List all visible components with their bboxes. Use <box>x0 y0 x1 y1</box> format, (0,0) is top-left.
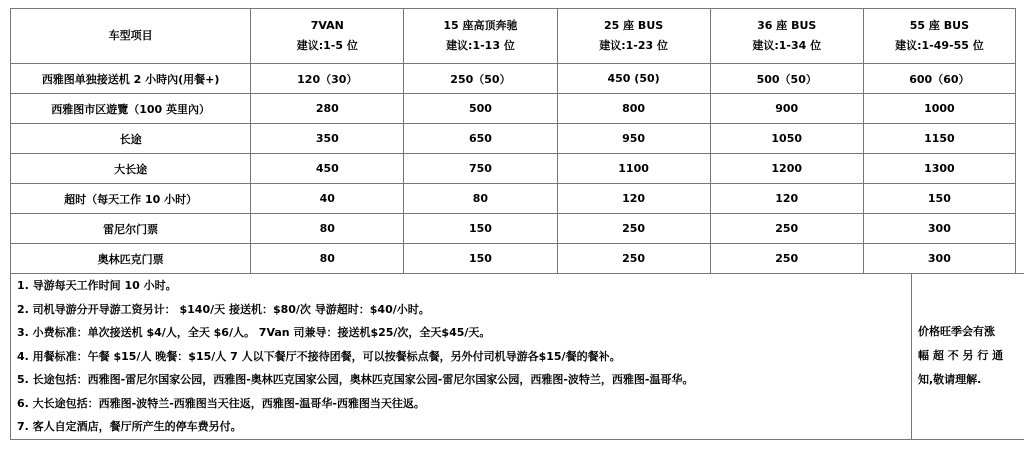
price-cell: 1100 <box>557 154 710 184</box>
table-row <box>11 94 1016 124</box>
row-label: 雷尼尔门票 <box>11 214 251 244</box>
price-cell: 120 <box>710 184 863 214</box>
note-item: 3. 小费标准：单次接送机 $4/人，全天 $6/人。 7Van 司兼导：接送机$25/次，全天$45/天。 <box>17 326 491 339</box>
price-cell: 750 <box>404 154 557 184</box>
table-header-row <box>11 9 1016 64</box>
price-cell: 650 <box>404 124 557 154</box>
table-row <box>11 124 1016 154</box>
price-cell: 500（50） <box>710 64 863 94</box>
price-cell: 300 <box>863 214 1015 244</box>
corner-header: 车型项目 <box>11 9 251 64</box>
note-item: 7. 客人自定酒店，餐厅所产生的停车费另付。 <box>17 420 242 433</box>
note-item: 6. 大长途包括：西雅图-波特兰-西雅图当天往返，西雅图-温哥华-西雅图当天往返。 <box>17 396 425 410</box>
vehicle-capacity: 建议:1-5 位 <box>296 39 358 52</box>
row-label: 奥林匹克门票 <box>11 244 251 274</box>
vehicle-header <box>404 9 557 64</box>
vehicle-capacity: 建议:1-49-55 位 <box>895 39 984 52</box>
notes-table <box>10 273 1024 440</box>
vehicle-name: 15 座高顶奔驰 <box>443 19 518 32</box>
price-cell: 250（50） <box>404 64 557 94</box>
note-item: 2. 司机导游分开导游工资另计： $140/天 接送机：$80/次 导游超时：$40/小时。 <box>17 302 430 316</box>
price-cell: 80 <box>251 244 404 274</box>
price-cell: 80 <box>251 214 404 244</box>
table-row <box>11 184 1016 214</box>
price-cell: 1200 <box>710 154 863 184</box>
row-label: 长途 <box>11 124 251 154</box>
price-cell: 150 <box>404 214 557 244</box>
price-cell: 300 <box>863 244 1015 274</box>
vehicle-header <box>710 9 863 64</box>
note-item: 4. 用餐标准：午餐 $15/人 晚餐：$15/人 7 人以下餐厅不接待团餐，可以按餐标点餐，另外付司机导游各$15/餐的餐补。 <box>17 349 621 363</box>
row-label: 西雅图市区遊覽（100 英里內） <box>11 94 251 124</box>
vehicle-name: 25 座 BUS <box>603 19 664 32</box>
notes-list <box>11 274 912 440</box>
row-label: 大长途 <box>11 154 251 184</box>
table-row <box>11 64 1016 94</box>
price-cell: 250 <box>710 244 863 274</box>
vehicle-header <box>251 9 404 64</box>
price-cell: 1000 <box>863 94 1015 124</box>
price-table <box>10 8 1016 274</box>
vehicle-capacity: 建议:1-13 位 <box>446 39 515 52</box>
price-cell: 800 <box>557 94 710 124</box>
price-cell: 600（60） <box>863 64 1015 94</box>
side-note-line: 知,敬请理解. <box>918 373 982 387</box>
price-cell: 1050 <box>710 124 863 154</box>
table-row <box>11 244 1016 274</box>
vehicle-name: 55 座 BUS <box>909 19 969 32</box>
price-cell: 900 <box>710 94 863 124</box>
price-cell: 950 <box>557 124 710 154</box>
vehicle-header <box>863 9 1015 64</box>
note-item: 5. 长途包括：西雅图-雷尼尔国家公园，西雅图-奥林匹克国家公园，奥林匹克国家公园-雷尼尔国家公园，西雅图-波特兰，西雅图-温哥华。 <box>17 373 694 386</box>
price-cell: 250 <box>557 244 710 274</box>
price-cell: 150 <box>404 244 557 274</box>
vehicle-capacity: 建议:1-23 位 <box>599 39 668 52</box>
price-cell: 1300 <box>863 154 1015 184</box>
price-cell: 40 <box>251 184 404 214</box>
vehicle-header <box>557 9 710 64</box>
price-cell: 1150 <box>863 124 1015 154</box>
vehicle-capacity: 建议:1-34 位 <box>752 39 822 52</box>
price-cell: 120 <box>557 184 710 214</box>
row-label: 超时（每天工作 10 小时） <box>11 184 251 214</box>
price-cell: 150 <box>863 184 1015 214</box>
season-price-note <box>912 274 1024 440</box>
vehicle-name: 7VAN <box>310 19 344 32</box>
table-row <box>11 214 1016 244</box>
price-cell: 450 (50) <box>557 64 710 94</box>
price-cell: 280 <box>251 94 404 124</box>
side-note-line: 幅 超 不 另 行 通 <box>918 349 1004 363</box>
note-item: 1. 导游每天工作时间 10 小时。 <box>17 279 177 292</box>
side-note-line: 价格旺季会有涨 <box>918 325 995 339</box>
price-cell: 350 <box>251 124 404 154</box>
price-cell: 250 <box>557 214 710 244</box>
price-cell: 80 <box>404 184 557 214</box>
row-label: 西雅图单独接送机 2 小時內(用餐+) <box>11 64 251 94</box>
vehicle-name: 36 座 BUS <box>757 19 817 32</box>
price-cell: 250 <box>710 214 863 244</box>
price-cell: 120（30） <box>251 64 404 94</box>
price-cell: 500 <box>404 94 557 124</box>
price-sheet <box>10 8 1016 440</box>
price-cell: 450 <box>251 154 404 184</box>
table-row <box>11 154 1016 184</box>
